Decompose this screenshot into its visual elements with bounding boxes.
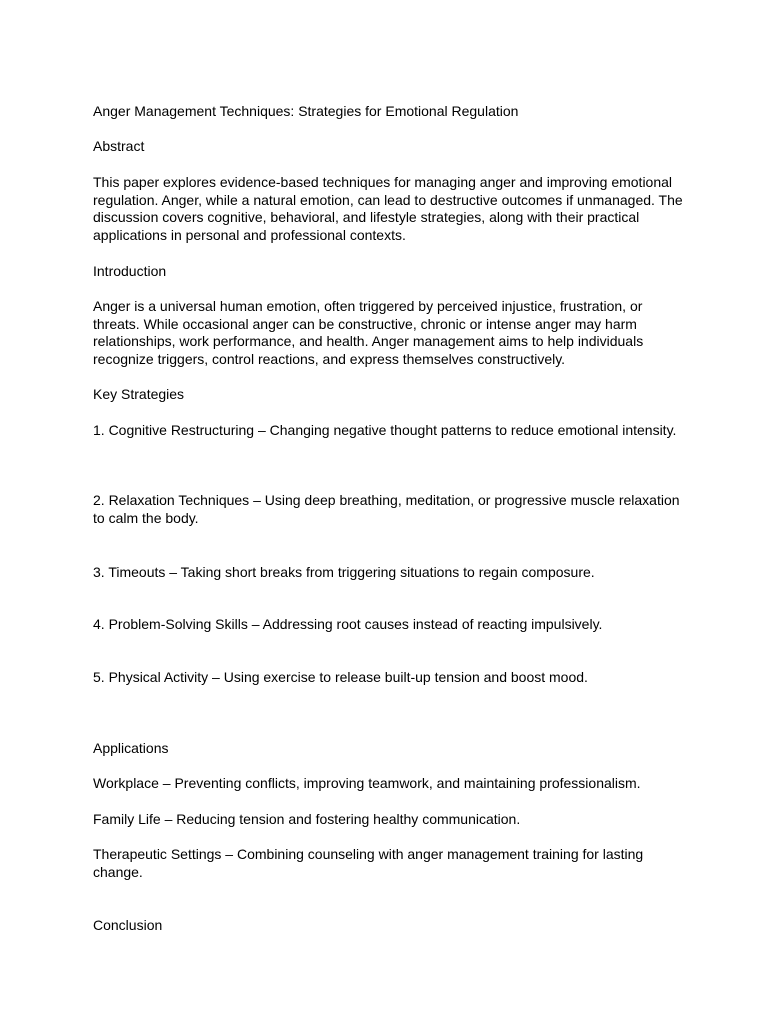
conclusion-heading: Conclusion	[93, 917, 163, 933]
strategy-item: 3. Timeouts – Taking short breaks from triggering situations to regain composure.	[93, 564, 595, 580]
application-item: Therapeutic Settings – Combining counseling with anger management training for lasting change.	[93, 846, 644, 880]
strategies-heading: Key Strategies	[93, 386, 185, 402]
strategy-item: 2. Relaxation Techniques – Using deep breathing, meditation, or progressive muscle relaxation to calm the body.	[93, 492, 680, 526]
application-item: Workplace – Preventing conflicts, improving teamwork, and maintaining professionalism.	[93, 775, 641, 791]
applications-heading: Applications	[93, 740, 169, 756]
abstract-heading: Abstract	[93, 138, 145, 154]
abstract-paragraph: This paper explores evidence-based techniques for managing anger and improving emotional regulation. Anger, while a natural emotion, can lead to destructive outcomes if unmanaged. The discussion covers cognitive, behavioral, and lifestyle strategies, along with their practical applications in personal and professional contexts.	[93, 174, 683, 243]
introduction-paragraph: Anger is a universal human emotion, often triggered by perceived injustice, frustration, or threats. While occasional anger can be constructive, chronic or intense anger may harm relationships, work performance, and health. Anger management aims to help individuals recognize triggers, control reactions, and express themselves constructively.	[93, 298, 644, 367]
strategy-item: 4. Problem-Solving Skills – Addressing root causes instead of reacting impulsively.	[93, 616, 603, 632]
document-title: Anger Management Techniques: Strategies for Emotional Regulation	[93, 103, 519, 119]
strategy-item: 5. Physical Activity – Using exercise to release built-up tension and boost mood.	[93, 669, 588, 685]
introduction-heading: Introduction	[93, 263, 167, 279]
application-item: Family Life – Reducing tension and fostering healthy communication.	[93, 811, 521, 827]
strategy-item: 1. Cognitive Restructuring – Changing negative thought patterns to reduce emotional intensity.	[93, 422, 677, 438]
